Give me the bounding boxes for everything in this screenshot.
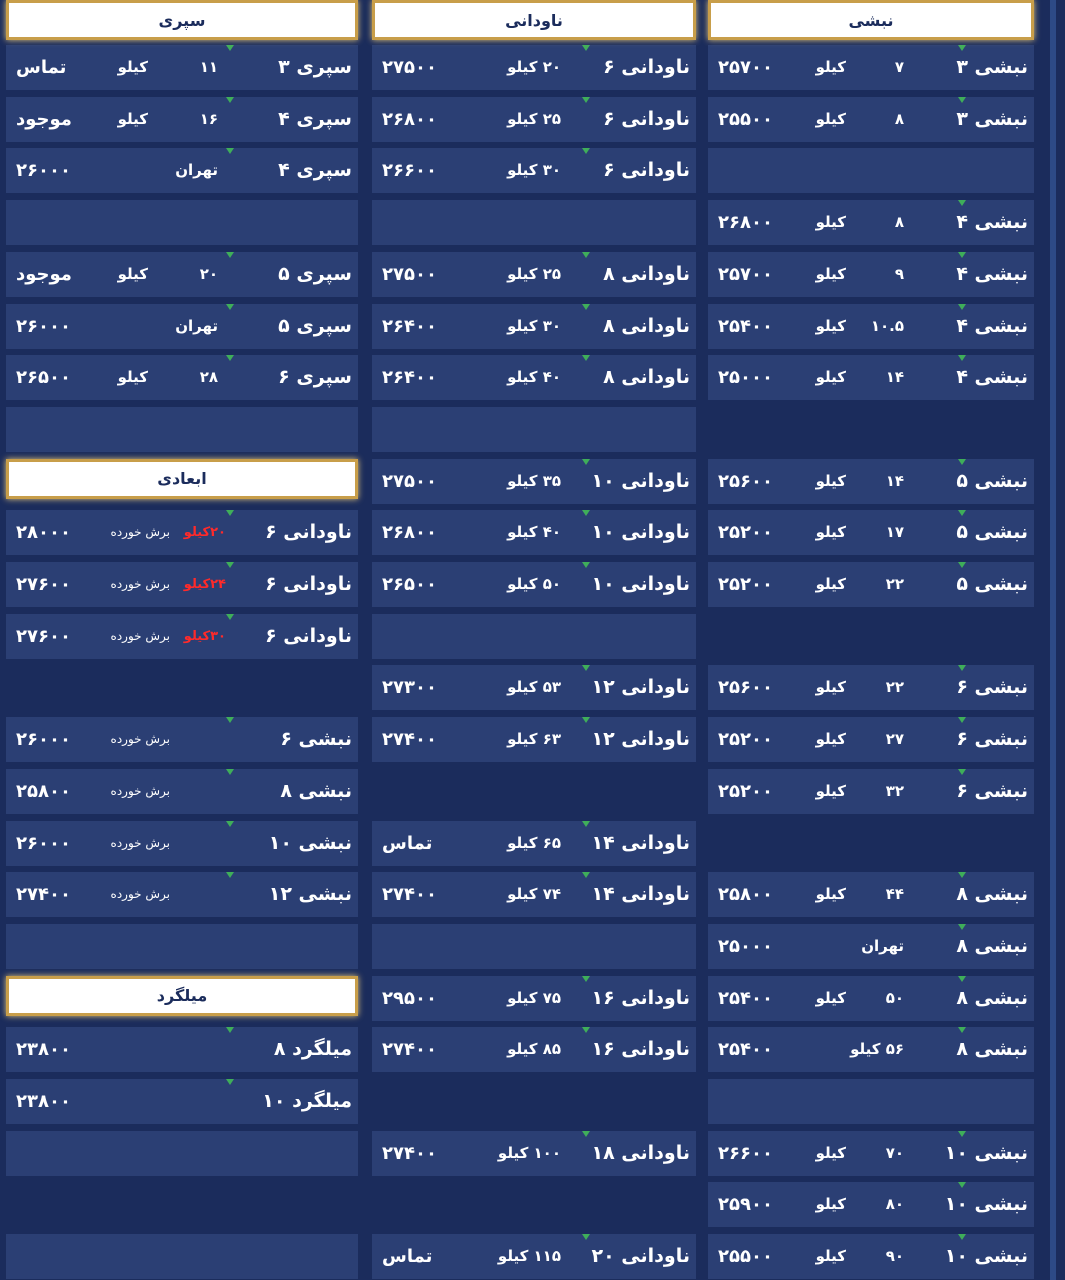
table-row [708, 562, 1034, 607]
item-name: سپری ۵ [278, 314, 352, 337]
item-price: ۲۷۴۰۰ [382, 1039, 437, 1061]
table-row [6, 148, 358, 193]
table-row [372, 1131, 696, 1176]
item-note: برش خورده [110, 525, 170, 540]
item-price: ۲۵۸۰۰ [16, 780, 71, 802]
row-marker [226, 872, 234, 878]
table-row [708, 355, 1034, 400]
item-price: ۲۵۶۰۰ [718, 470, 773, 492]
table-row [372, 252, 696, 297]
item-name: ناودانی ۱۴ [591, 831, 690, 854]
table-row [708, 1182, 1034, 1227]
row-marker [226, 1027, 234, 1033]
item-note: برش خورده [110, 628, 170, 643]
item-weight: ۲۰کیلو [183, 525, 226, 541]
item-price: ۲۶۴۰۰ [382, 367, 437, 389]
item-unit: کیلو [117, 58, 148, 76]
item-price: ۲۷۵۰۰ [382, 470, 437, 492]
item-name: نبشی ۴ [956, 211, 1028, 234]
item-size: ۵۶ کیلو [850, 1040, 904, 1059]
row-marker [582, 510, 590, 516]
item-name: نبشی ۸ [280, 779, 352, 802]
header-milgard: میلگرد [6, 976, 358, 1016]
item-price: موجود [16, 263, 72, 285]
item-size: ۹ [894, 264, 904, 283]
item-unit: کیلو [815, 471, 846, 490]
table-row [6, 1027, 358, 1072]
header-separi: سپری [6, 0, 358, 40]
item-name: نبشی ۸ [956, 934, 1028, 957]
row-marker [582, 665, 590, 671]
row-marker [226, 45, 234, 51]
item-price: ۲۵۲۰۰ [718, 522, 773, 544]
item-unit: کیلو [815, 213, 846, 232]
item-price: ۲۶۵۰۰ [16, 367, 71, 389]
item-price: ۲۶۶۰۰ [718, 1142, 773, 1164]
item-size: تهران [861, 936, 904, 955]
item-size: ۵۳ کیلو [507, 678, 561, 697]
table-row [708, 976, 1034, 1021]
item-note: برش خورده [110, 783, 170, 798]
item-size: ۷۵ کیلو [507, 988, 561, 1007]
item-price: ۲۷۴۰۰ [382, 884, 437, 906]
row-marker [582, 717, 590, 723]
item-weight: ۳۰کیلو [183, 628, 226, 644]
table-row [6, 45, 358, 90]
item-size: ۶۵ کیلو [507, 833, 561, 852]
row-marker [226, 614, 234, 620]
table-row [372, 510, 696, 555]
table-row [6, 510, 358, 555]
row-marker [582, 976, 590, 982]
item-name: نبشی ۵ [956, 573, 1028, 595]
item-size: ۲۲ [885, 575, 904, 593]
item-weight: ۲۴کیلو [183, 577, 226, 592]
item-unit: کیلو [815, 109, 846, 128]
table-row [6, 355, 358, 400]
item-note: برش خورده [110, 577, 170, 591]
item-size: ۳۲ [885, 781, 904, 800]
table-row [708, 1131, 1034, 1176]
item-price: ۲۶۸۰۰ [382, 522, 437, 544]
item-unit: کیلو [815, 781, 846, 800]
item-price: تماس [382, 1246, 433, 1268]
item-unit: کیلو [815, 1247, 846, 1266]
item-price: ۲۵۲۰۰ [718, 574, 773, 595]
item-price: موجود [16, 108, 72, 130]
row-marker [226, 304, 234, 310]
item-price: ۲۷۴۰۰ [16, 884, 71, 906]
empty-row [6, 1234, 358, 1279]
row-marker [582, 148, 590, 154]
item-price: ۲۷۶۰۰ [16, 574, 71, 595]
item-name: ناودانی ۱۶ [591, 1038, 690, 1061]
item-size: ۹۰ [885, 1247, 904, 1266]
table-row [372, 872, 696, 917]
empty-row [372, 407, 696, 452]
item-name: نبشی ۴ [956, 314, 1028, 337]
item-name: نبشی ۱۲ [268, 883, 352, 906]
table-row [708, 97, 1034, 142]
item-name: ناودانی ۶ [603, 159, 690, 182]
item-size: ۱۰.۵ [870, 316, 904, 335]
table-row [6, 769, 358, 814]
item-name: نبشی ۱۰ [944, 1193, 1028, 1216]
table-row [372, 976, 696, 1021]
row-marker [582, 1027, 590, 1033]
item-name: ناودانی ۱۶ [591, 986, 690, 1009]
item-price: ۲۵۵۰۰ [718, 1246, 773, 1268]
item-note: برش خورده [110, 835, 170, 850]
item-name: ناودانی ۱۰ [591, 469, 690, 492]
item-price: ۲۷۴۰۰ [382, 1142, 437, 1164]
item-price: ۲۵۲۰۰ [718, 780, 773, 802]
item-name: سپری ۶ [278, 366, 352, 389]
row-marker [582, 872, 590, 878]
item-unit: کیلو [117, 109, 148, 128]
item-name: نبشی ۸ [956, 883, 1028, 906]
item-name: ناودانی ۶ [603, 56, 690, 78]
item-name: نبشی ۳ [956, 107, 1028, 130]
item-unit: کیلو [815, 316, 846, 335]
item-name: نبشی ۱۰ [268, 831, 352, 854]
empty-row [708, 148, 1034, 193]
item-size: ۳۰ کیلو [507, 161, 561, 180]
item-name: سپری ۴ [278, 107, 352, 130]
item-name: نبشی ۸ [956, 1038, 1028, 1061]
item-name: نبشی ۱۰ [944, 1245, 1028, 1268]
item-price: ۲۷۵۰۰ [382, 57, 437, 78]
item-size: ۲۰ کیلو [507, 58, 561, 76]
row-marker [226, 355, 234, 361]
item-price: ۲۵۶۰۰ [718, 677, 773, 699]
item-size: تهران [175, 316, 218, 335]
item-note: برش خورده [110, 732, 170, 747]
item-size: ۳۰ کیلو [507, 316, 561, 335]
item-size: ۶۳ کیلو [507, 730, 561, 749]
item-unit: کیلو [815, 730, 846, 749]
item-size: ۲۲ [885, 678, 904, 697]
item-name: ناودانی ۱۸ [591, 1141, 690, 1164]
table-row [372, 821, 696, 866]
item-size: ۷۴ کیلو [507, 885, 561, 904]
item-unit: کیلو [815, 368, 846, 387]
item-price: ۲۶۰۰۰ [16, 160, 71, 182]
item-price: ۲۷۶۰۰ [16, 625, 71, 647]
item-name: نبشی ۶ [280, 728, 352, 751]
item-name: ناودانی ۱۰ [591, 573, 690, 595]
table-row [708, 459, 1034, 504]
row-marker [582, 97, 590, 103]
item-name: نبشی ۴ [956, 366, 1028, 389]
row-marker [582, 355, 590, 361]
item-price: تماس [16, 57, 67, 78]
table-row [708, 769, 1034, 814]
item-size: ۱۷ [885, 523, 904, 542]
item-price: ۲۵۴۰۰ [718, 1039, 773, 1061]
item-price: ۲۷۴۰۰ [382, 729, 437, 751]
item-size: ۲۵ کیلو [507, 264, 561, 283]
row-marker [226, 97, 234, 103]
empty-row [372, 200, 696, 245]
item-size: ۱۱ [199, 58, 218, 76]
item-price: ۲۶۴۰۰ [382, 315, 437, 337]
row-marker [582, 45, 590, 51]
right-border [1050, 0, 1056, 1280]
item-price: ۲۵۲۰۰ [718, 729, 773, 751]
item-price: ۲۵۹۰۰ [718, 1194, 773, 1216]
table-row [372, 1027, 696, 1072]
table-row [372, 304, 696, 349]
row-marker [582, 562, 590, 568]
item-size: ۳۵ کیلو [507, 471, 561, 490]
empty-row [372, 614, 696, 659]
item-price: ۲۶۶۰۰ [382, 160, 437, 182]
item-price: ۲۳۸۰۰ [16, 1039, 71, 1061]
item-name: ناودانی ۸ [603, 314, 690, 337]
header-nabshi: نبشی [708, 0, 1034, 40]
row-marker [226, 821, 234, 827]
item-name: نبشی ۵ [956, 521, 1028, 544]
item-price: ۲۵۴۰۰ [718, 315, 773, 337]
item-name: ناودانی ۸ [603, 366, 690, 389]
item-name: ناودانی ۲۰ [591, 1245, 690, 1268]
row-marker [582, 1131, 590, 1137]
item-name: سپری ۳ [278, 56, 352, 78]
table-row [708, 510, 1034, 555]
item-name: نبشی ۳ [956, 56, 1028, 78]
item-name: سپری ۵ [278, 262, 352, 285]
row-marker [582, 252, 590, 258]
item-note: برش خورده [110, 887, 170, 902]
item-size: ۸ [894, 213, 904, 232]
item-size: ۷ [894, 58, 904, 76]
row-marker [582, 1234, 590, 1240]
item-price: ۲۵۰۰۰ [718, 367, 773, 389]
table-row [6, 717, 358, 762]
item-unit: کیلو [815, 523, 846, 542]
table-row [372, 148, 696, 193]
item-unit: کیلو [815, 575, 846, 593]
table-row [6, 304, 358, 349]
table-row [372, 717, 696, 762]
item-price: ۲۵۰۰۰ [718, 935, 773, 957]
item-price: ۲۶۵۰۰ [382, 574, 437, 595]
item-price: تماس [382, 832, 433, 854]
item-size: ۴۰ کیلو [507, 523, 561, 542]
item-price: ۲۸۰۰۰ [16, 522, 71, 544]
row-marker [582, 821, 590, 827]
item-price: ۲۶۸۰۰ [718, 212, 773, 234]
table-row [708, 872, 1034, 917]
item-name: نبشی ۴ [956, 262, 1028, 285]
item-price: ۲۶۰۰۰ [16, 729, 71, 751]
item-price: ۲۵۸۰۰ [718, 884, 773, 906]
item-size: ۸۵ کیلو [507, 1040, 561, 1059]
item-size: ۲۸ [199, 368, 218, 387]
table-row [372, 1234, 696, 1279]
item-size: ۴۰ کیلو [507, 368, 561, 387]
table-row [708, 1027, 1034, 1072]
item-name: میلگرد ۱۰ [262, 1090, 352, 1112]
item-name: نبشی ۸ [956, 986, 1028, 1009]
table-row [372, 97, 696, 142]
item-size: ۱۶ [199, 109, 218, 128]
table-row [6, 97, 358, 142]
table-row [372, 355, 696, 400]
item-price: ۲۷۳۰۰ [382, 677, 437, 699]
table-row [372, 562, 696, 607]
item-size: ۷۰ [885, 1143, 904, 1162]
item-price: ۲۳۸۰۰ [16, 1091, 71, 1112]
item-price: ۲۶۰۰۰ [16, 315, 71, 337]
item-price: ۲۶۸۰۰ [382, 108, 437, 130]
table-row [708, 45, 1034, 90]
item-size: ۵۰ [885, 988, 904, 1007]
item-name: میلگرد ۸ [273, 1038, 352, 1061]
table-row [708, 200, 1034, 245]
row-marker [226, 562, 234, 568]
row-marker [226, 252, 234, 258]
item-name: نبشی ۶ [956, 779, 1028, 802]
item-unit: کیلو [815, 885, 846, 904]
empty-row [372, 924, 696, 969]
table-row [708, 924, 1034, 969]
item-unit: کیلو [117, 264, 148, 283]
item-size: ۲۵ کیلو [507, 109, 561, 128]
item-size: ۸ [894, 109, 904, 128]
item-name: ناودانی ۸ [603, 262, 690, 285]
item-size: ۵۰ کیلو [507, 575, 561, 593]
table-row [6, 614, 358, 659]
item-name: ناودانی ۶ [603, 107, 690, 130]
item-name: ناودانی ۱۴ [591, 883, 690, 906]
table-row [6, 252, 358, 297]
row-marker [226, 769, 234, 775]
table-row [372, 665, 696, 710]
empty-row [6, 1131, 358, 1176]
table-row [708, 665, 1034, 710]
table-row [708, 1234, 1034, 1279]
table-row [708, 304, 1034, 349]
item-unit: کیلو [815, 58, 846, 76]
item-name: ناودانی ۶ [265, 521, 352, 544]
item-price: ۲۵۷۰۰ [718, 263, 773, 285]
item-unit: کیلو [815, 264, 846, 283]
table-row [708, 717, 1034, 762]
item-size: ۸۰ [885, 1195, 904, 1214]
item-unit: کیلو [815, 988, 846, 1007]
item-unit: کیلو [815, 1143, 846, 1162]
header-navdani: ناودانی [372, 0, 696, 40]
item-price: ۲۷۵۰۰ [382, 263, 437, 285]
item-size: تهران [175, 161, 218, 180]
row-marker [226, 148, 234, 154]
item-size: ۱۴ [885, 471, 904, 490]
item-size: ۴۴ [885, 885, 904, 904]
header-abadi: ابعادی [6, 459, 358, 499]
empty-row [6, 407, 358, 452]
table-row [708, 252, 1034, 297]
row-marker [582, 304, 590, 310]
item-price: ۲۵۴۰۰ [718, 987, 773, 1009]
row-marker [226, 1079, 234, 1085]
item-price: ۲۹۵۰۰ [382, 987, 437, 1009]
item-name: ناودانی ۱۰ [591, 521, 690, 544]
item-name: نبشی ۶ [956, 676, 1028, 699]
item-size: ۱۰۰ کیلو [497, 1143, 561, 1162]
item-name: نبشی ۱۰ [944, 1141, 1028, 1164]
item-size: ۱۱۵ کیلو [497, 1247, 561, 1266]
table-row [372, 45, 696, 90]
item-name: سپری ۴ [278, 159, 352, 182]
row-marker [226, 510, 234, 516]
item-name: نبشی ۶ [956, 728, 1028, 751]
item-unit: کیلو [815, 678, 846, 697]
empty-row [6, 924, 358, 969]
item-unit: کیلو [815, 1195, 846, 1214]
item-unit: کیلو [117, 368, 148, 387]
item-price: ۲۶۰۰۰ [16, 832, 71, 854]
item-size: ۲۷ [885, 730, 904, 749]
empty-row [708, 1079, 1034, 1124]
row-marker [226, 717, 234, 723]
item-price: ۲۵۷۰۰ [718, 57, 773, 78]
table-row [6, 821, 358, 866]
item-price: ۲۵۵۰۰ [718, 108, 773, 130]
item-name: ناودانی ۶ [265, 624, 352, 647]
item-name: ناودانی ۶ [265, 573, 352, 595]
table-row [6, 872, 358, 917]
item-name: ناودانی ۱۲ [591, 728, 690, 751]
table-row [6, 1079, 358, 1124]
item-size: ۲۰ [199, 264, 218, 283]
row-marker [582, 459, 590, 465]
item-size: ۱۴ [885, 368, 904, 387]
table-row [6, 562, 358, 607]
table-row [372, 459, 696, 504]
item-name: ناودانی ۱۲ [591, 676, 690, 699]
item-name: نبشی ۵ [956, 469, 1028, 492]
empty-row [6, 200, 358, 245]
